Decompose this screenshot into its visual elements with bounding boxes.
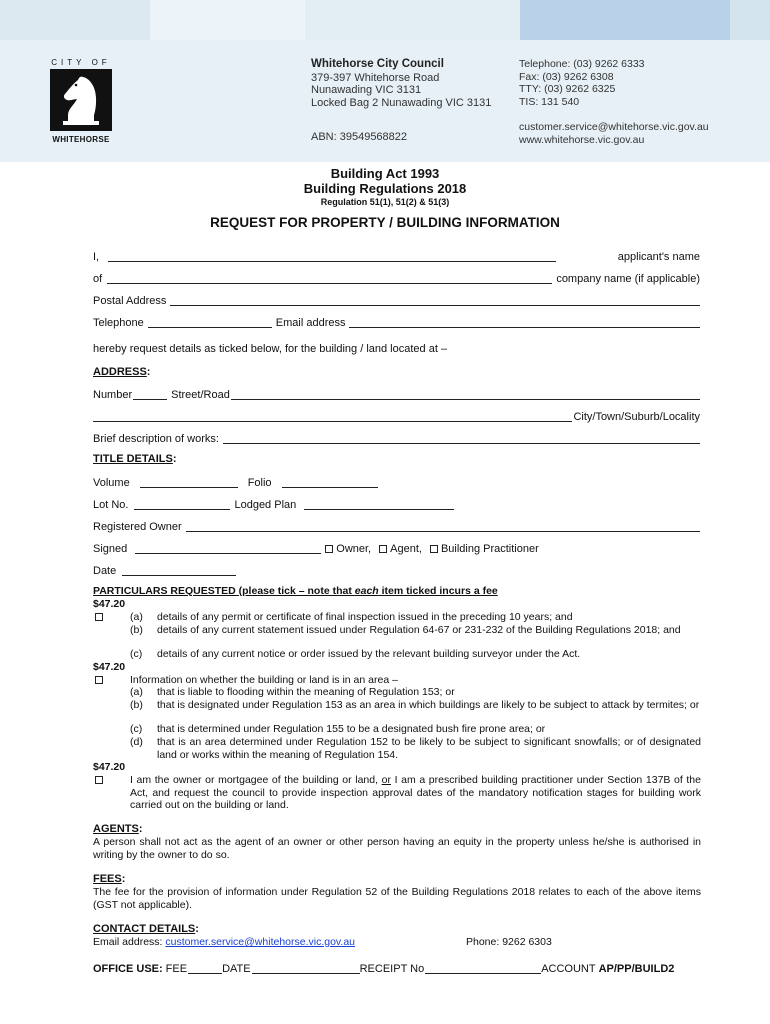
owner-option[interactable] xyxy=(325,543,371,556)
item-text: details of any current statement issued under Regulation 64-67 or 231-232 of the Building Regulations 2018; and xyxy=(157,624,681,636)
volume-label: Volume xyxy=(93,477,130,489)
abn-number: ABN: 39549568822 xyxy=(311,131,408,143)
locality-field[interactable] xyxy=(93,410,572,422)
particular-2-checkbox[interactable] xyxy=(95,676,103,684)
lot-plan-row xyxy=(93,496,700,512)
practitioner-option-label: Building Practitioner xyxy=(440,543,539,555)
form-title: REQUEST FOR PROPERTY / BUILDING INFORMATION xyxy=(210,215,560,230)
company-name-label: company name (if applicable) xyxy=(556,273,700,285)
item-text: Information on whether the building or land is in an area – xyxy=(130,674,398,686)
telephone-label: Telephone xyxy=(93,317,144,329)
particulars-heading-text-end: item ticked incurs a fee xyxy=(378,585,498,597)
email-address-label: Email address xyxy=(275,317,346,329)
number-field[interactable] xyxy=(133,388,167,400)
volume-field[interactable] xyxy=(140,476,238,488)
contact-details-line xyxy=(93,936,701,949)
lot-number-label: Lot No. xyxy=(93,499,129,511)
signed-label: Signed xyxy=(93,543,128,555)
item-letter: (a) xyxy=(130,611,143,623)
contact-details-heading xyxy=(93,923,199,935)
item-text: that is liable to flooding within the meaning of Regulation 153; or xyxy=(157,686,455,698)
item-text: that is designated under Regulation 153 as an area in which buildings are likely to be subject to attack by termites; or xyxy=(157,699,700,711)
agents-heading xyxy=(93,823,143,835)
act-title: Building Act 1993 xyxy=(330,166,440,181)
address-line: Nunawading VIC 3131 xyxy=(311,84,422,96)
item-letter: (b) xyxy=(130,699,143,711)
address-heading xyxy=(93,366,150,378)
title-details-colon: : xyxy=(172,453,177,465)
council-address-block xyxy=(311,58,491,109)
registered-owner-row xyxy=(93,518,700,534)
company-row xyxy=(93,270,700,286)
office-fee-label: FEE xyxy=(165,963,188,975)
council-logo xyxy=(50,58,112,148)
council-name: Whitehorse City Council xyxy=(311,58,444,70)
lodged-plan-field[interactable] xyxy=(304,498,454,510)
particulars-heading xyxy=(93,585,498,597)
date-field[interactable] xyxy=(122,564,236,576)
office-use-row xyxy=(93,960,700,976)
tty-text: TTY: (03) 9262 6325 xyxy=(519,83,616,95)
folio-field[interactable] xyxy=(282,476,378,488)
website-link[interactable]: www.whitehorse.vic.gov.au xyxy=(519,133,645,146)
date-row xyxy=(93,562,700,578)
letterhead-banner xyxy=(0,0,770,162)
item-letter: (b) xyxy=(130,624,143,636)
office-receipt-label: RECEIPT No xyxy=(359,963,425,975)
address-heading-text: ADDRESS xyxy=(93,366,147,378)
item-text-part: I am the owner or mortgagee of the building or land, xyxy=(130,774,382,786)
fees-text: The fee for the provision of information under Regulation 52 of the Building Regulations 2018 relates to each of the above items (GST not applicable). xyxy=(93,886,701,911)
signature-field[interactable] xyxy=(135,542,321,554)
item-text xyxy=(130,774,701,812)
contact-heading-colon: : xyxy=(195,923,199,935)
banner-band xyxy=(150,0,305,40)
particulars-heading-text: PARTICULARS REQUESTED (please tick – note that xyxy=(93,585,355,597)
of-label: of xyxy=(93,273,103,285)
office-account-code: AP/PP/BUILD2 xyxy=(598,963,675,975)
request-statement xyxy=(93,340,700,356)
item-text: details of any permit or certificate of final inspection issued in the preceding 10 years; and xyxy=(157,611,573,623)
tis-text: TIS: 131 540 xyxy=(519,95,580,108)
contact-email-label: Email address: xyxy=(93,936,163,948)
applicant-name-label: applicant's name xyxy=(617,251,700,263)
lodged-plan-label: Lodged Plan xyxy=(234,499,297,511)
item-text: that is determined under Regulation 155 to be a designated bush fire prone area; or xyxy=(157,723,546,735)
company-name-field[interactable] xyxy=(107,272,552,284)
particulars-heading-emphasis: each xyxy=(354,585,379,597)
contact-email-link[interactable]: customer.service@whitehorse.vic.gov.au xyxy=(165,936,356,948)
fees-heading-colon: : xyxy=(121,873,126,885)
address-heading-colon: : xyxy=(146,366,151,378)
item-letter: (d) xyxy=(130,736,143,748)
logo-top-text: CITY OF xyxy=(51,58,111,67)
address-line: 379-397 Whitehorse Road xyxy=(311,71,440,84)
street-road-field[interactable] xyxy=(231,388,700,400)
fax-text: Fax: (03) 9262 6308 xyxy=(519,70,614,83)
signed-row xyxy=(93,540,700,556)
office-fee-field[interactable] xyxy=(188,962,222,974)
title-details-text: TITLE DETAILS xyxy=(93,453,173,465)
applicant-name-field[interactable] xyxy=(108,250,556,262)
title-details-heading xyxy=(93,453,177,465)
item-letter: (c) xyxy=(130,648,143,660)
postal-address-field[interactable] xyxy=(170,294,700,306)
item-letter: (c) xyxy=(130,723,143,735)
fees-heading-text: FEES xyxy=(93,873,122,885)
fees-heading xyxy=(93,873,125,885)
horse-logo-icon xyxy=(50,69,112,131)
works-row xyxy=(93,430,700,446)
street-row xyxy=(93,386,700,402)
lot-number-field[interactable] xyxy=(134,498,230,510)
item-text: that is an area determined under Regulation 152 to be likely to be subject to significant snowfalls; or of designated land or works within the meaning of Regulation 154. xyxy=(157,736,701,761)
email-address-field[interactable] xyxy=(349,316,700,328)
telephone-text: Telephone: (03) 9262 6333 xyxy=(519,58,645,70)
request-text: hereby request details as ticked below, for the building / land located at – xyxy=(93,343,448,355)
contact-heading-text: CONTACT DETAILS xyxy=(93,923,196,935)
agents-heading-text: AGENTS xyxy=(93,823,139,835)
office-receipt-field[interactable] xyxy=(425,962,541,974)
office-date-field[interactable] xyxy=(252,962,360,974)
email-link[interactable]: customer.service@whitehorse.vic.gov.au xyxy=(519,121,709,133)
locality-row xyxy=(93,408,700,424)
phone-email-row xyxy=(93,314,700,330)
agent-option[interactable] xyxy=(375,543,422,556)
number-label: Number xyxy=(93,389,133,401)
practitioner-option[interactable] xyxy=(426,543,539,556)
folio-label: Folio xyxy=(247,477,272,489)
banner-band xyxy=(0,0,150,40)
banner-band xyxy=(305,0,520,40)
office-use-label: OFFICE USE: xyxy=(93,963,163,975)
fee-amount: $47.20 xyxy=(93,761,126,773)
locality-label: City/Town/Suburb/Locality xyxy=(573,411,700,423)
item-letter: (a) xyxy=(130,686,143,698)
date-label: Date xyxy=(93,565,117,577)
street-road-label: Street/Road xyxy=(171,389,230,401)
banner-band xyxy=(520,0,730,40)
volume-folio-row xyxy=(93,474,700,490)
registered-owner-field[interactable] xyxy=(186,520,700,532)
applicant-row xyxy=(93,248,700,264)
works-label: Brief description of works: xyxy=(93,433,219,445)
agents-text: A person shall not act as the agent of an owner or other person having an equity in the property unless he/she is authorised in writing by the owner to do so. xyxy=(93,836,701,861)
logo-bottom-text: WHITEHORSE xyxy=(52,135,110,144)
fee-amount: $47.20 xyxy=(93,661,126,673)
contact-phone: Phone: 9262 6303 xyxy=(466,936,552,948)
council-contact-block xyxy=(519,58,709,146)
address-line: Locked Bag 2 Nunawading VIC 3131 xyxy=(311,96,492,109)
telephone-field[interactable] xyxy=(148,316,272,328)
item-text-part: I am a prescribed building practitioner under Section 137B of the Act, and request the council to provide inspection approval dates of the mandatory notification stages for building work carried out on the building or land. xyxy=(130,774,701,811)
fee-amount: $47.20 xyxy=(93,598,126,610)
owner-option-label: Owner, xyxy=(336,543,372,555)
particular-3-checkbox[interactable] xyxy=(95,776,103,784)
office-account-label: ACCOUNT xyxy=(541,963,596,975)
regulations-title: Building Regulations 2018 xyxy=(303,181,467,196)
agent-checkbox[interactable] xyxy=(379,545,387,553)
regulation-reference: Regulation 51(1), 51(2) & 51(3) xyxy=(320,197,450,207)
agent-option-label: Agent, xyxy=(390,543,422,555)
particular-1-checkbox[interactable] xyxy=(95,613,103,621)
item-text-or: or xyxy=(381,774,391,786)
banner-band xyxy=(730,0,770,40)
owner-checkbox[interactable] xyxy=(325,545,333,553)
agents-heading-colon: : xyxy=(138,823,143,835)
practitioner-checkbox[interactable] xyxy=(430,545,438,553)
registered-owner-label: Registered Owner xyxy=(93,521,182,533)
item-text: details of any current notice or order issued by the relevant building surveyor under the Act. xyxy=(157,648,581,660)
postal-address-label: Postal Address xyxy=(93,295,167,307)
works-description-field[interactable] xyxy=(223,432,700,444)
i-label: I, xyxy=(93,251,100,263)
postal-row xyxy=(93,292,700,308)
office-date-label: DATE xyxy=(222,963,251,975)
